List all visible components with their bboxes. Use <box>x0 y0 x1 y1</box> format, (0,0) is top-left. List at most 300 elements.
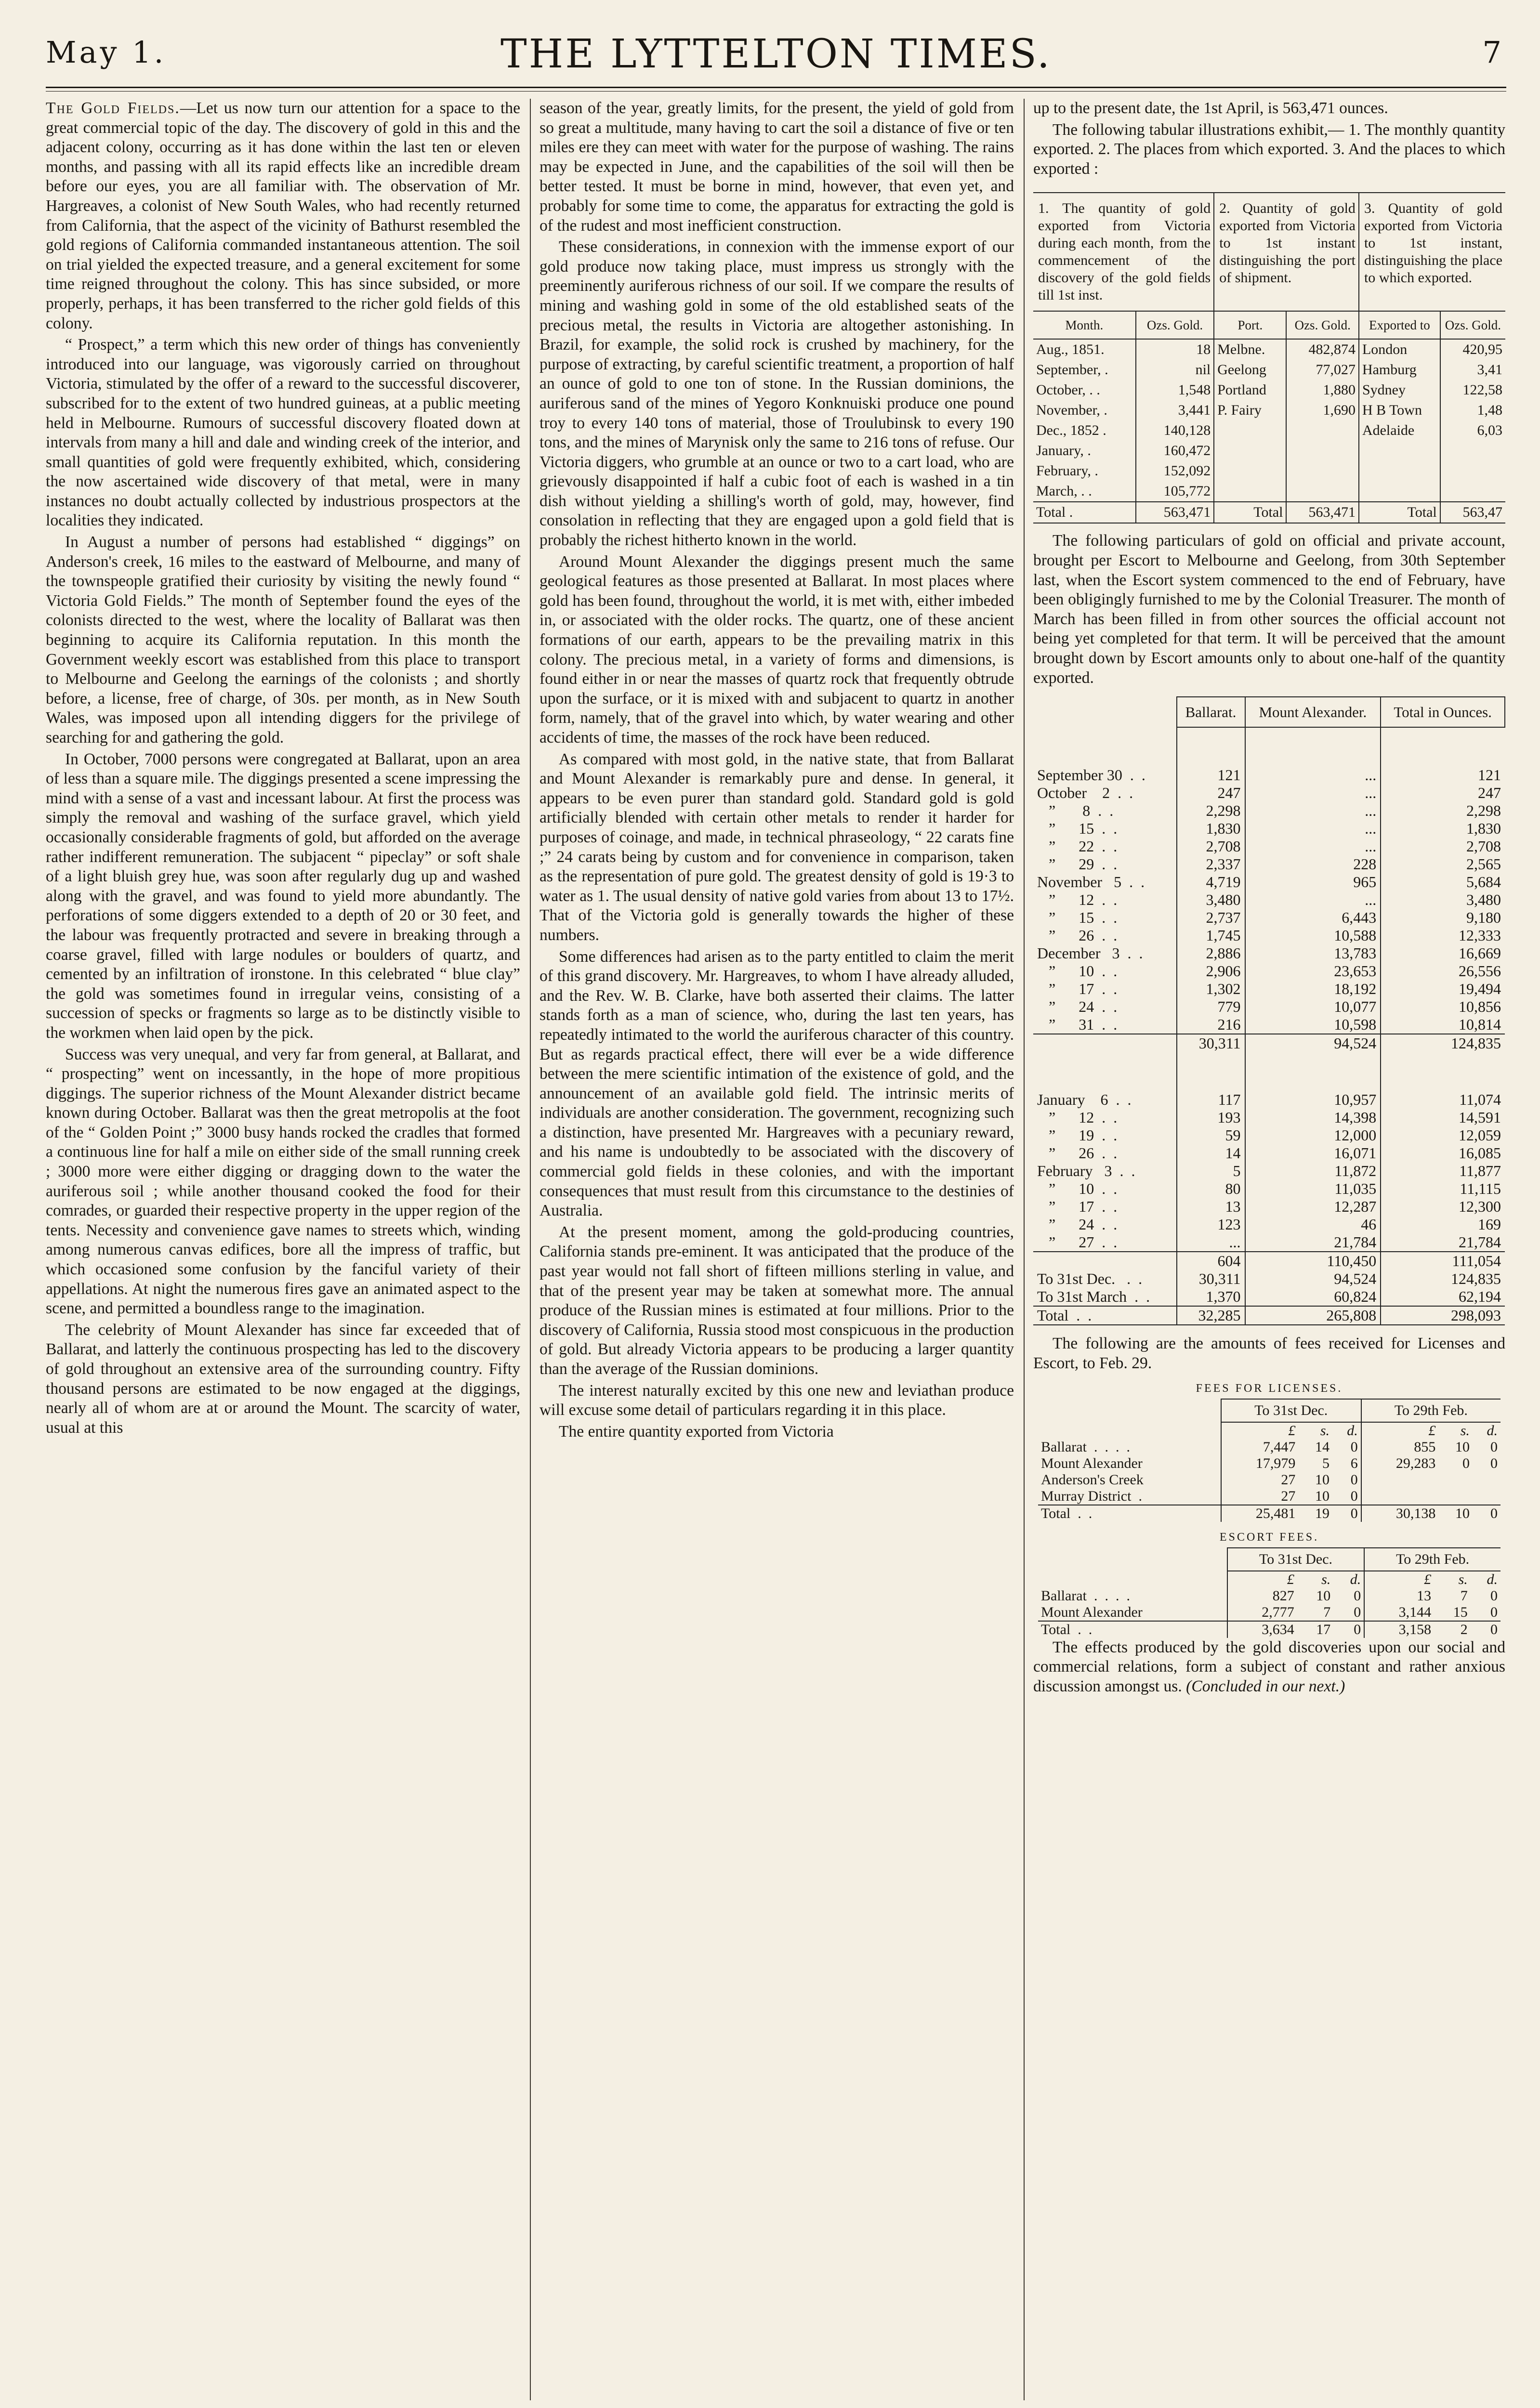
table-cell: 27 <box>1221 1488 1299 1505</box>
row-label: Murray District . <box>1041 1488 1142 1504</box>
table-cell <box>1438 1472 1473 1488</box>
article-paragraph: season of the year, greatly limits, for the present, the yield of gold from so great a multitude, many having to cart the soil a distance of five or ten miles ere they can meet with water for the purpose of washing. The rains may be expected in June, and the capabilities of the soil will then be better tested. It must be borne in mind, however, that even yet, and probably for some time to come, the apparatus for extracting the gold is of the rudest and most inefficient construction. <box>540 99 1014 235</box>
escort-fees-table <box>1038 1547 1501 1638</box>
table-cell: 0 <box>1490 1439 1498 1455</box>
table-cell: 124,835 <box>1381 1034 1505 1052</box>
row-label: Mount Alexander <box>1041 1604 1143 1620</box>
masthead <box>46 29 1506 82</box>
table-cell: 855 <box>1361 1439 1439 1455</box>
table-row <box>1033 1144 1505 1162</box>
column-header: To 31st Dec. <box>1227 1548 1364 1571</box>
column-divider-1 <box>530 99 531 2400</box>
table-cell: 827 <box>1227 1588 1297 1604</box>
table-cell: 14,591 <box>1381 1109 1505 1126</box>
row-label: ” 26 . . <box>1037 1144 1118 1162</box>
table-cell: 10,588 <box>1245 927 1381 944</box>
table-cell: ... <box>1245 838 1381 855</box>
row-label: ” 17 . . <box>1037 980 1118 998</box>
escort-rows-1851 <box>1033 727 1505 1091</box>
table-cell: 2,337 <box>1177 855 1245 873</box>
table-cell: ... <box>1245 820 1381 838</box>
table-row <box>1033 1216 1505 1233</box>
license-fees-table <box>1038 1399 1501 1522</box>
table-cell: 18,192 <box>1245 980 1381 998</box>
table-cell: 12,000 <box>1245 1126 1381 1144</box>
license-fees-caption: FEES FOR LICENSES. <box>1196 1382 1343 1395</box>
grand-total-row <box>1033 1306 1505 1325</box>
table-row <box>1033 998 1505 1016</box>
table-row <box>1033 1233 1505 1252</box>
table-cell <box>1177 727 1245 766</box>
table-cell: 7 <box>1460 1587 1468 1604</box>
table-cell: 60,824 <box>1245 1288 1381 1306</box>
row-label: ” 26 . . <box>1037 927 1118 944</box>
table-cell: 30,138 <box>1361 1505 1439 1522</box>
table-cell: 16,071 <box>1245 1144 1381 1162</box>
table-cell: 604 <box>1177 1252 1245 1270</box>
table-cell: 46 <box>1245 1216 1381 1233</box>
table-cell: 1,830 <box>1381 820 1505 838</box>
table-cell: 2 <box>1434 1621 1471 1638</box>
unit-label: d. <box>1350 1571 1361 1587</box>
article-paragraph: The following are the amounts of fees received for Licenses and Escort, to Feb. 29. <box>1033 1335 1505 1372</box>
table-cell: 0 <box>1471 1621 1501 1638</box>
table-cell: 29,283 <box>1361 1455 1439 1472</box>
table-cell: 7,447 <box>1221 1439 1299 1455</box>
table-cell: 169 <box>1381 1216 1505 1233</box>
table-cell: 0 <box>1350 1471 1358 1488</box>
table-cell <box>1245 727 1381 766</box>
table-cell: 11,074 <box>1381 1091 1505 1109</box>
row-label: February 3 . . <box>1037 1162 1135 1180</box>
row-label: To 31st Dec. . . <box>1037 1270 1143 1288</box>
row-label: ” 15 . . <box>1037 820 1118 838</box>
unit-label: s. <box>1458 1571 1468 1587</box>
table-row: September, . nil Geelong 77,027 Hamburg 3,41 <box>1033 360 1505 380</box>
table-row <box>1033 1091 1505 1109</box>
table-cell: 19,494 <box>1381 980 1505 998</box>
table-cell: 2,737 <box>1177 909 1245 927</box>
article-lead-in: The Gold Fields. <box>46 99 180 117</box>
row-label: Ballarat . . . . <box>1041 1439 1130 1455</box>
table-cell: 2,886 <box>1177 944 1245 962</box>
table-row <box>1038 1455 1501 1472</box>
row-label: ” 27 . . <box>1037 1233 1118 1251</box>
table-row <box>1033 1016 1505 1034</box>
subtotal-row <box>1033 1034 1505 1052</box>
table-row <box>1033 820 1505 838</box>
table-row <box>1038 1472 1501 1488</box>
article-paragraph: up to the present date, the 1st April, is 563,471 ounces. <box>1033 99 1388 117</box>
row-label <box>1033 1034 1177 1052</box>
table-cell: 14 <box>1315 1439 1330 1455</box>
table-cell: 3,480 <box>1381 891 1505 909</box>
table-cell: 14 <box>1177 1144 1245 1162</box>
table-row <box>1033 1126 1505 1144</box>
table-cell: 298,093 <box>1381 1306 1505 1325</box>
table-cell: 80 <box>1177 1180 1245 1198</box>
table-row <box>1033 802 1505 820</box>
column-header: Ozs. Gold. <box>1136 311 1214 339</box>
table-cell: 3,634 <box>1227 1621 1297 1638</box>
row-label: ” 12 . . <box>1037 891 1118 909</box>
table-cell: 10 <box>1438 1505 1473 1522</box>
table-cell: 15 <box>1453 1604 1468 1620</box>
row-label: November 5 . . <box>1037 873 1145 891</box>
table-cell: 2,906 <box>1177 962 1245 980</box>
row-label <box>1033 727 1177 766</box>
table-cell: ... <box>1245 766 1381 784</box>
table-row <box>1033 1198 1505 1216</box>
unit-label: £ <box>1227 1571 1297 1588</box>
table-cell: 12,059 <box>1381 1126 1505 1144</box>
table-cell: 3,480 <box>1177 891 1245 909</box>
table-cell: 16,085 <box>1381 1144 1505 1162</box>
table-cell <box>1177 1052 1245 1091</box>
table-cell: 13 <box>1364 1588 1434 1604</box>
unit-label: d. <box>1487 1422 1498 1439</box>
table-cell: 11,115 <box>1381 1180 1505 1198</box>
table-cell: 5,684 <box>1381 873 1505 891</box>
row-label: December 3 . . <box>1037 944 1143 962</box>
masthead-rule-bottom <box>46 91 1506 92</box>
column-divider-2 <box>1024 99 1025 2400</box>
row-label: ” 10 . . <box>1037 962 1118 980</box>
table-cell <box>1381 727 1505 766</box>
unit-label: s. <box>1321 1571 1331 1587</box>
export-section-header: 2. Quantity of gold exported from Victoria to 1st instant distinguishing the port of shipment. <box>1214 193 1359 311</box>
article-paragraph: As compared with most gold, in the native state, that from Ballarat and Mount Alexander is remarkably pure and dense. In general, it appears to be even purer than standard gold. Standard gold is gold artificially blended with certain other metals to render it harder for purposes of coinage, and made, in technical phraseology, “ 22 carats fine ;” 24 carats being by custom and for convenience in comparison, taken as the representation of pure gold. The greatest density of gold is 19·3 to water as 1. The usual density of native gold varies from about 13 to 17½. That of the Victoria gold is generally towards the higher of these numbers. <box>540 750 1014 944</box>
table-cell: 3,144 <box>1364 1604 1434 1621</box>
escort-rows-1852 <box>1033 1091 1505 1325</box>
table-cell: 12,287 <box>1245 1198 1381 1216</box>
row-label: ” 29 . . <box>1037 855 1118 873</box>
table-row: February, . 152,092 <box>1033 461 1505 481</box>
row-label: ” 31 . . <box>1037 1016 1118 1034</box>
table-cell: 0 <box>1462 1455 1470 1471</box>
article-paragraph: The effects produced by the gold discoveries upon our social and commercial relations, form a subject of constant and rather anxious discussion amongst us. (Concluded in our next.) <box>1033 1638 1505 1695</box>
table-row <box>1033 838 1505 855</box>
row-label: ” 10 . . <box>1037 1180 1118 1198</box>
table-row <box>1033 784 1505 802</box>
table-cell: 9,180 <box>1381 909 1505 927</box>
table-row <box>1033 855 1505 873</box>
table-row: Dec., 1852 . 140,128 Adelaide 6,03 <box>1033 420 1505 441</box>
column-header: Ozs. Gold. <box>1286 311 1358 339</box>
table-cell: 0 <box>1350 1488 1358 1504</box>
article-paragraph: Some differences had arisen as to the party entitled to claim the merit of this grand discovery. Mr. Hargreaves, to whom I have already alluded, and the Rev. W. B. Clarke, have both asserted their claims. The latter stands forth as a man of science, who, during the last ten years, has repeatedly intimated to the world the auriferous character of this country. But as regards practical effect, there will ever be a wide difference between the mere scientific intimation of the existence of gold, and the announcement of an available gold field. The intrinsic merits of individuals are another consideration. The government, recognizing such a distinction, have presented Mr. Hargreaves with a pecuniary reward, and his name is undoubtedly to be associated with the discovery of commercial gold fields in these colonies, and with the important consequences that must result from this circumstance to the destinies of Australia. <box>540 947 1014 1220</box>
table-row <box>1033 1162 1505 1180</box>
article-paragraph: The celebrity of Mount Alexander has since far exceeded that of Ballarat, and latterly the continuous prospecting has led to the discovery of gold throughout an extensive area of the surrounding country. Fifty thousand persons are estimated to be now engaged at the diggings, nearly all of whom are at or around the Mount. The scarcity of water, usual at this <box>46 1321 520 1437</box>
table-row <box>1038 1604 1501 1621</box>
table-row: January, . 160,472 <box>1033 441 1505 461</box>
escort-gold-table <box>1033 696 1505 1325</box>
table-cell: 17 <box>1297 1621 1334 1638</box>
table-cell: 0 <box>1333 1621 1364 1638</box>
table-cell: 17,979 <box>1221 1455 1299 1472</box>
export-table-section-headers <box>1033 193 1505 311</box>
table-cell <box>1438 1488 1473 1505</box>
column-header: Month. <box>1033 311 1136 339</box>
table-cell: 94,524 <box>1245 1034 1381 1052</box>
article-paragraph: The following particulars of gold on official and private account, brought per Escort to Melbourne and Geelong, from 30th September last, when the Escort system commenced to the end of February, have been obligingly furnished to me by the Colonial Treasurer. The month of March has been filled in from other sources the official account not being yet completed for that term. It will be perceived that the amount brought down by Escort amounts only to about one-half of the quantity exported. <box>1033 532 1505 687</box>
table-cell: 0 <box>1350 1439 1358 1455</box>
column-header: To 29th Feb. <box>1364 1548 1501 1571</box>
row-label: ” 15 . . <box>1037 909 1118 927</box>
table-row <box>1033 927 1505 944</box>
table-cell: 0 <box>1354 1604 1361 1620</box>
article-paragraph: Around Mount Alexander the diggings present much the same geological features as those presented at Ballarat. In most places where gold has been found, throughout the world, it is met with, either imbeded in, or associated with the older rocks. The quartz, one of these ancient formations of our earth, appears to be the prevailing matrix in this colony. The precious metal, in a variety of forms and dimensions, is found either in or near the masses of quartz rock that frequently obtrude upon the surface, or it is mixed with and subjacent to quartz in another form, namely, that of the gravel into which, by water wearing and other accidents of time, the masses of the rock have been reduced. <box>540 552 1014 746</box>
table-cell: 1,745 <box>1177 927 1245 944</box>
row-label: ” 22 . . <box>1037 838 1118 855</box>
continued-note: (Concluded in our next.) <box>1186 1677 1345 1695</box>
table-spacer <box>1033 727 1505 766</box>
newspaper-title: THE LYTTELTON TIMES. <box>500 31 1052 77</box>
row-label: ” 17 . . <box>1037 1198 1118 1216</box>
row-label: Total . . <box>1038 1505 1221 1522</box>
table-cell: 23,653 <box>1245 962 1381 980</box>
table-cell: 26,556 <box>1381 962 1505 980</box>
table-row <box>1038 1588 1501 1604</box>
article-paragraph: The entire quantity exported from Victoria <box>559 1422 834 1440</box>
article-paragraph: The Gold Fields.—Let us now turn our attention for a space to the great commercial topic of the day. The discovery of gold in this and the adjacent colony, occurring as it has done within the last ten or eleven months, and passing with all its rapid effects like an incredible dream before our eyes, you are all familiar with. The observation of Mr. Hargreaves, a colonist of New South Wales, who had recently returned from California, that the aspect of the vicinity of Bathurst resembled the gold regions of California commanded instantaneous attention. The soil on trial yielded the expected treasure, and a general excitement for some time reigned throughout the colony. This has since subsided, or more properly, perhaps, it has been transferred to the richer gold fields of this colony. <box>46 99 520 332</box>
column-header: Exported to <box>1359 311 1440 339</box>
table-cell: 0 <box>1490 1587 1498 1604</box>
table-cell: 21,784 <box>1245 1233 1381 1252</box>
article-paragraph: Success was very unequal, and very far from general, at Ballarat, and “ prospecting” went on incessantly, in the hope of more propitious diggings. The superior richness of the Mount Alexander district became known during October. Ballarat was then the great metropolis at the foot of the “ Golden Point ;” 3000 busy hands rocked the cradles that formed a continuous line for half a mile on either side of the small running creek ; 3000 more were either digging or dragging down to the water the auriferous soil ; while another thousand cooked the food for their comrades, or guarded their respective property in the upper region of the tents. Necessity and convenience gave names to streets which, winding among numerous canvas edifices, bore all the impress of traffic, but which occasioned some confusion by the fanciful variety of their appellations. At night the numerous fires gave an animated aspect to the scene, and permitted a boundless range to the imagination. <box>46 1045 520 1318</box>
table-cell: 2,777 <box>1227 1604 1297 1621</box>
table-cell: 10,856 <box>1381 998 1505 1016</box>
unit-label: d. <box>1347 1422 1358 1439</box>
column-3 <box>1033 99 1505 2408</box>
escort-table-header <box>1033 697 1505 727</box>
table-cell: 6 <box>1350 1455 1358 1471</box>
table-cell: 247 <box>1177 784 1245 802</box>
row-label: Ballarat . . . . <box>1041 1587 1130 1604</box>
row-label: ” 12 . . <box>1037 1109 1118 1126</box>
table-cell: 11,872 <box>1245 1162 1381 1180</box>
table-cell: 59 <box>1177 1126 1245 1144</box>
table-row: October, . . 1,548 Portland 1,880 Sydney 122,58 <box>1033 380 1505 400</box>
table-cell: 12,333 <box>1381 927 1505 944</box>
table-cell: 94,524 <box>1245 1270 1381 1288</box>
table-cell: ... <box>1177 1233 1245 1252</box>
table-row <box>1033 891 1505 909</box>
table-total-row <box>1038 1505 1501 1522</box>
table-cell: 247 <box>1381 784 1505 802</box>
table-cell: 7 <box>1323 1604 1331 1620</box>
row-label: January 6 . . <box>1037 1091 1132 1109</box>
row-label: September 30 . . <box>1037 766 1145 784</box>
table-cell: 5 <box>1322 1455 1330 1471</box>
row-label: ” 24 . . <box>1037 998 1118 1016</box>
table-cell: 30,311 <box>1177 1034 1245 1052</box>
table-cell: 110,450 <box>1245 1252 1381 1270</box>
table-cell: 25,481 <box>1221 1505 1299 1522</box>
row-label: Mount Alexander <box>1041 1455 1143 1471</box>
article-paragraph: In October, 7000 persons were congregated at Ballarat, upon an area of less than a square mile. The diggings presented a scene impressing the mind with a sense of a vast and incessant labour. At first the process was simply the removal and washing of the surface gravel, which yield occasionally considerable fragments of gold, but afforded on the average rather indifferent remuneration. The subjacent “ pipeclay” or soft shale of a light bluish grey hue, was soon after regularly dug up and washed along with the gravel, and was found to yield more abundantly. The perforations of some diggers extended to a depth of 20 or 30 feet, and the labour was frequently protracted and severe in breaking through a coarse gravel, filled with large nodules or boulders of quartz, and cemented by an infiltration of ironstone. In this celebrated “ blue clay” the gold was sometimes found in irregular veins, consisting of a succession of specks or fragments so large as to be distinctly visible to the workmen when laid open by the pick. <box>46 750 520 1042</box>
column-header: To 29th Feb. <box>1361 1399 1501 1422</box>
table-cell <box>1473 1472 1501 1488</box>
table-cell: 193 <box>1177 1109 1245 1126</box>
subtotal-row <box>1033 1252 1505 1270</box>
row-label: ” 8 . . <box>1037 802 1114 820</box>
table-cell: 14,398 <box>1245 1109 1381 1126</box>
article-paragraph: The interest naturally excited by this one new and leviathan produce will excuse some detail of particulars regarding it in this place. <box>540 1381 1014 1419</box>
table-row: March, . . 105,772 <box>1033 481 1505 502</box>
row-label: ” 24 . . <box>1037 1216 1118 1233</box>
row-label: Total . . <box>1038 1621 1227 1638</box>
table-row <box>1033 1270 1505 1288</box>
table-row <box>1033 873 1505 891</box>
column-header: Ballarat. <box>1177 697 1245 727</box>
escort-fees-caption: ESCORT FEES. <box>1219 1531 1319 1544</box>
table-cell: 2,298 <box>1177 802 1245 820</box>
table-cell: 0 <box>1354 1587 1361 1604</box>
row-label: Total . . <box>1033 1306 1177 1325</box>
table-cell: 0 <box>1332 1505 1361 1522</box>
table-cell: 10,077 <box>1245 998 1381 1016</box>
table-cell: 0 <box>1490 1455 1498 1471</box>
table-cell: 3,158 <box>1364 1621 1434 1638</box>
table-total-row: Total . 563,471 Total 563,471 Total 563,47 <box>1033 502 1505 523</box>
table-cell <box>1381 1052 1505 1091</box>
table-row <box>1038 1439 1501 1455</box>
export-table-column-headers <box>1033 311 1505 339</box>
table-cell <box>1361 1472 1439 1488</box>
row-label <box>1033 1052 1177 1091</box>
table-cell: 11,877 <box>1381 1162 1505 1180</box>
table-cell: 13,783 <box>1245 944 1381 962</box>
table-cell: 10 <box>1316 1587 1331 1604</box>
table-cell: 30,311 <box>1177 1270 1245 1288</box>
page-number: 7 <box>1482 35 1501 70</box>
table-spacer <box>1033 1052 1505 1091</box>
row-label: Anderson's Creek <box>1041 1471 1144 1488</box>
unit-label: s. <box>1460 1422 1470 1439</box>
table-cell: 2,565 <box>1381 855 1505 873</box>
table-cell: 1,830 <box>1177 820 1245 838</box>
table-cell: 228 <box>1245 855 1381 873</box>
table-cell <box>1473 1488 1501 1505</box>
article-paragraph: The following tabular illustrations exhibit,— 1. The monthly quantity exported. 2. The places from which exported. 3. And the places to which exported : <box>1033 120 1505 178</box>
table-cell: 1,302 <box>1177 980 1245 998</box>
table-total-row <box>1038 1621 1501 1638</box>
row-label: To 31st March . . <box>1037 1288 1150 1306</box>
table-cell: 117 <box>1177 1091 1245 1109</box>
unit-label: £ <box>1364 1571 1434 1588</box>
table-cell: 5 <box>1177 1162 1245 1180</box>
row-label: October 2 . . <box>1037 784 1133 802</box>
table-cell: 10 <box>1315 1488 1330 1504</box>
table-cell: 10 <box>1315 1471 1330 1488</box>
table-cell: 12,300 <box>1381 1198 1505 1216</box>
table-cell: 2,708 <box>1177 838 1245 855</box>
unit-label: s. <box>1320 1422 1330 1439</box>
table-cell: 2,298 <box>1381 802 1505 820</box>
table-cell: 2,708 <box>1381 838 1505 855</box>
table-cell: 19 <box>1298 1505 1332 1522</box>
table-row <box>1033 1109 1505 1126</box>
license-fees-rows <box>1038 1422 1501 1522</box>
table-cell: 10,598 <box>1245 1016 1381 1034</box>
table-row <box>1033 944 1505 962</box>
table-row: November, . 3,441 P. Fairy 1,690 H B Town 1,48 <box>1033 400 1505 420</box>
column-header: Mount Alexander. <box>1245 697 1381 727</box>
table-cell: 121 <box>1381 766 1505 784</box>
escort-fees-rows <box>1038 1571 1501 1638</box>
column-1 <box>46 99 520 2401</box>
export-section-header: 3. Quantity of gold exported from Victoria to 1st instant, distinguishing the place to which exported. <box>1359 193 1505 311</box>
table-cell: ... <box>1245 891 1381 909</box>
table-cell: 265,808 <box>1245 1306 1381 1325</box>
unit-label: d. <box>1487 1571 1498 1587</box>
table-cell: 124,835 <box>1381 1270 1505 1288</box>
table-row <box>1038 1488 1501 1505</box>
table-cell: 13 <box>1177 1198 1245 1216</box>
table-cell: 10,957 <box>1245 1091 1381 1109</box>
table-cell: 965 <box>1245 873 1381 891</box>
row-label: ” 19 . . <box>1037 1126 1118 1144</box>
table-cell: 16,669 <box>1381 944 1505 962</box>
column-header: Ozs. Gold. <box>1440 311 1505 339</box>
table-cell: 27 <box>1221 1472 1299 1488</box>
column-header: Port. <box>1214 311 1286 339</box>
units-row <box>1038 1571 1501 1588</box>
table-cell: 21,784 <box>1381 1233 1505 1252</box>
table-row <box>1033 909 1505 927</box>
table-cell: 111,054 <box>1381 1252 1505 1270</box>
table-cell: ... <box>1245 802 1381 820</box>
row-label <box>1033 1252 1177 1270</box>
table-cell: 32,285 <box>1177 1306 1245 1325</box>
table-cell: 121 <box>1177 766 1245 784</box>
article-paragraph: In August a number of persons had established “ diggings” on Anderson's creek, 16 miles to the eastward of Melbourne, and many of the townspeople gratified their curiosity by visiting the newly found “ Victoria Gold Fields.” The month of September found the eyes of the colonists directed to the west, where the locality of Ballarat was then beginning to acquire its California reputation. In this month the Government weekly escort was established from this place to transport to Melbourne and Geelong the earnings of the colonists ; and shortly before, a license, free of charge, of 30s. per month, as in New South Wales, was imposed upon all intending diggers for the privilege of searching for and gathering the gold. <box>46 533 520 746</box>
article-paragraph: At the present moment, among the gold-producing countries, California stands pre-eminent. It was anticipated that the produce of the past year would not fall short of fifteen millions sterling in value, and that of the present year may be taken at somewhat more. The annual produce of the Russian mines is estimated at four millions. Prior to the discovery of California, Russia stood most conspicuous in the production of gold. But already Victoria appears to be producing a larger quantity than the average of the Russian dominions. <box>540 1223 1014 1378</box>
table-cell: 1,370 <box>1177 1288 1245 1306</box>
masthead-rule-top <box>46 87 1506 88</box>
units-row <box>1038 1422 1501 1439</box>
table-cell: 0 <box>1473 1505 1501 1522</box>
table-cell: 216 <box>1177 1016 1245 1034</box>
table-cell: 10 <box>1455 1439 1470 1455</box>
table-cell: 11,035 <box>1245 1180 1381 1198</box>
table-row <box>1033 962 1505 980</box>
issue-date: May 1. <box>46 35 167 70</box>
table-cell: 0 <box>1490 1604 1498 1620</box>
table-cell: ... <box>1245 784 1381 802</box>
export-section-header: 1. The quantity of gold exported from Victoria during each month, from the commencement of the discovery of the gold fields till 1st inst. <box>1038 200 1211 303</box>
unit-label: £ <box>1221 1422 1299 1439</box>
table-cell: 779 <box>1177 998 1245 1016</box>
table-cell: 62,194 <box>1381 1288 1505 1306</box>
unit-label: £ <box>1361 1422 1439 1439</box>
table-row <box>1033 766 1505 784</box>
article-paragraph: These considerations, in connexion with the immense export of our gold produce now taking place, must impress us strongly with the preeminently auriferous richness of our soil. If we compare the results of mining and washing gold in some of the old established seats of the precious metal, the results in Victoria are altogether astonishing. In Brazil, for example, the solid rock is crushed by machinery, for the purpose of extracting, by careful scientific treatment, a proportion of half an ounce of gold to one ton of stone. In the Russian dominions, the auriferous sand of the mines of Yegoro Konknuiski produce one pound troy to every 140 tons of material, those of Troulubinsk to every 190 tons, and the mines of Marynisk only the same to 216 tons of refuse. Our Victoria diggers, who grumble at an ounce or two to a cart load, who are grievously disappointed if half a cubic foot of each is washed in a tin dish without yielding a shilling's worth of gold, may, however, find consolation in reflecting that they are engaged upon a gold field that is probably the richest hitherto known in the world. <box>540 238 1014 550</box>
table-row <box>1033 980 1505 998</box>
column-2 <box>540 99 1014 2401</box>
table-row: Aug., 1851. 18 Melbne. 482,874 London 420,95 <box>1033 339 1505 360</box>
column-header: To 31st Dec. <box>1221 1399 1361 1422</box>
table-cell: 6,443 <box>1245 909 1381 927</box>
table-cell: 123 <box>1177 1216 1245 1233</box>
article-paragraph: “ Prospect,” a term which this new order of things has conveniently introduced into our language, was vigorously carried on throughout Victoria, stimulated by the offer of a reward to the successful discoverer, subscribed for to the extent of two hundred guineas, at a public meeting held in Melbourne. Rumours of successful discovery floated down at intervals from many a hill and dale and winding creek of the interior, and small quantities of gold were frequently exhibited, which, considering the now ascertained wide discovery of that metal, were in many instances no doubt actually collected by industrious prospectors at the localities they indicated. <box>46 336 520 530</box>
table-row <box>1033 1288 1505 1306</box>
table-cell <box>1245 1052 1381 1091</box>
column-header: Total in Ounces. <box>1381 697 1505 727</box>
gold-export-table <box>1033 192 1505 523</box>
table-cell: 10,814 <box>1381 1016 1505 1034</box>
